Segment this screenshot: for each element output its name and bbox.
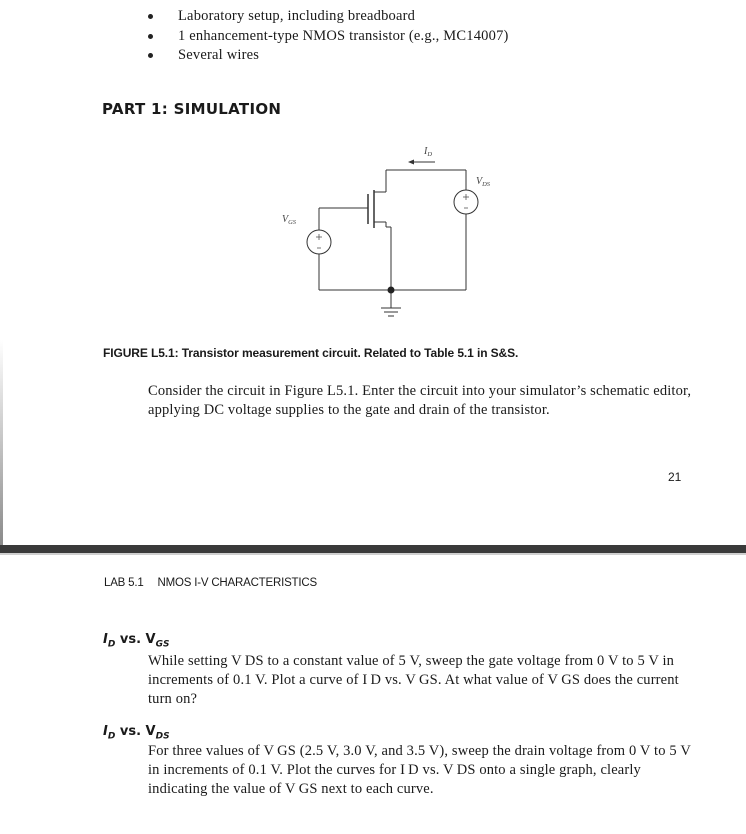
arrow-head-icon xyxy=(408,160,414,165)
page-edge-shadow xyxy=(0,340,3,545)
bullet-icon xyxy=(148,34,153,39)
list-item-text: Laboratory setup, including breadboard xyxy=(178,8,416,24)
vds-source-icon xyxy=(454,190,478,214)
list-item-text: Several wires xyxy=(178,47,260,63)
bullet-icon xyxy=(148,14,153,19)
running-head-lab: LAB 5.1 xyxy=(104,577,144,589)
subsection-heading: $I_D$ vs. $V_{DS}$ xyxy=(103,724,170,742)
id-label: $I_D$ xyxy=(424,146,433,158)
figure-caption: FIGURE L5.1: Transistor measurement circuit. Related to Table 5.1 in S&S. xyxy=(103,346,519,360)
page-separator xyxy=(0,545,746,553)
subsection-heading: $I_D$ vs. $V_{GS}$ xyxy=(103,632,170,650)
circuit-diagram xyxy=(282,140,520,330)
vgs-label: $V_{GS}$ xyxy=(282,214,297,226)
vgs-source-icon xyxy=(307,230,331,254)
vds-label: $V_{DS}$ xyxy=(476,176,491,188)
list-item-text: 1 enhancement-type NMOS transistor (e.g., MC14007) xyxy=(178,27,509,44)
body-paragraph: While setting V DS to a constant value of 5 V, sweep the gate voltage from 0 V to 5 V in increments of 0.1 V. Plot a curve of I D vs. V GS. At what value of V GS does the current turn on? xyxy=(148,653,679,707)
page-separator-shadow xyxy=(0,553,746,555)
junction-dot xyxy=(388,287,395,294)
running-head xyxy=(104,577,331,589)
bullet-icon xyxy=(148,53,153,58)
running-head-title: NMOS I-V CHARACTERISTICS xyxy=(157,577,317,589)
page-number: 21 xyxy=(668,470,682,484)
body-paragraph: Consider the circuit in Figure L5.1. Enter the circuit into your simulator’s schematic editor, applying DC voltage supplies to the gate and drain of the transistor. xyxy=(148,383,692,418)
section-heading: PART 1: SIMULATION xyxy=(102,100,282,118)
body-paragraph: For three values of V GS (2.5 V, 3.0 V, and 3.5 V), sweep the drain voltage from 0 V to 5 V in increments of 0.1 V. Plot the curves for I D vs. V DS onto a single graph, clearly indicating the value of V GS next to each curve. xyxy=(148,743,691,797)
